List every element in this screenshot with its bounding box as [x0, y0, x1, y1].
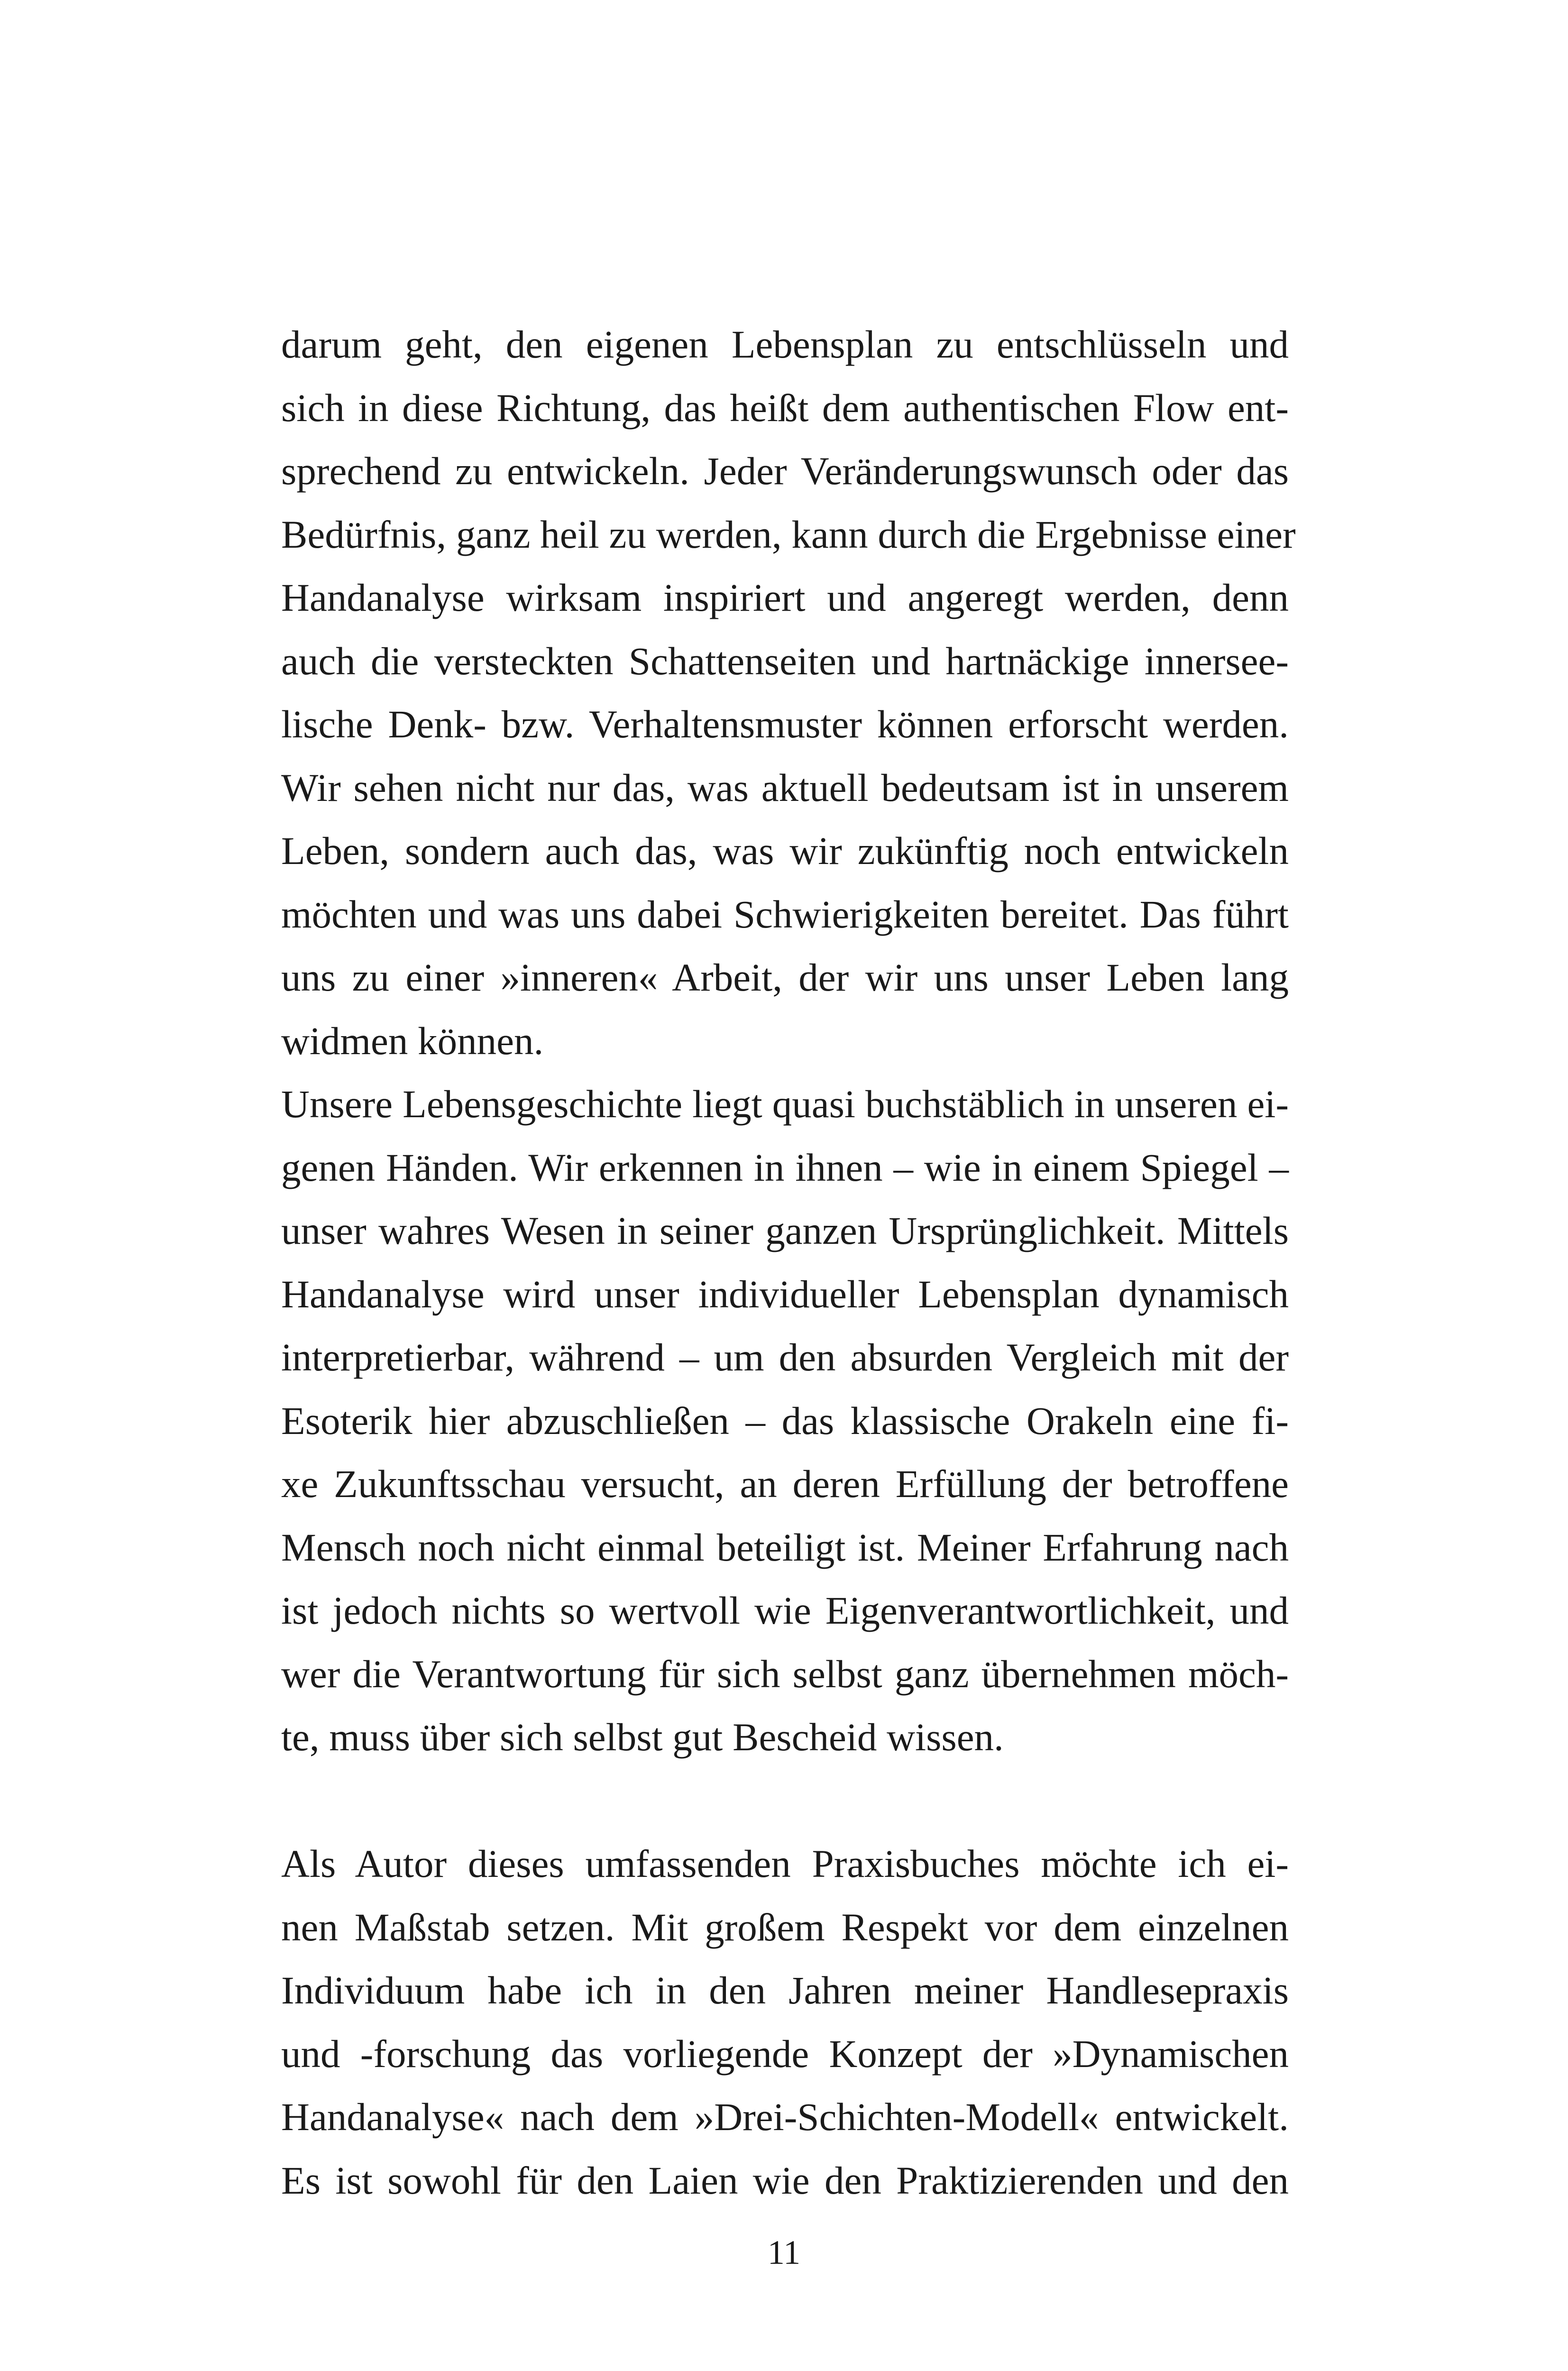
text-line: te, muss über sich selbst gut Bescheid wissen. [281, 1715, 1004, 1759]
text-line: möchten und was uns dabei Schwierigkeiten bereitet. Das führt [281, 892, 1289, 936]
paragraph-2 [281, 1073, 1289, 1769]
text-line: uns zu einer »inneren« Arbeit, der wir uns unser Leben lang [281, 956, 1289, 999]
text-line: Esoterik hier abzuschließen – das klassische Orakeln eine fi- [281, 1398, 1289, 1443]
text-line: darum geht, den eigenen Lebensplan zu entschlüsseln und [281, 322, 1289, 366]
text-line: Es ist sowohl für den Laien wie den Praktizierenden und den [281, 2158, 1289, 2202]
text-line: Bedürfnis, ganz heil zu werden, kann durch die Ergebnisse einer [281, 512, 1296, 556]
paragraph-3 [281, 1832, 1289, 2212]
text-line: Individuum habe ich in den Jahren meiner Handlesepraxis [281, 1968, 1289, 2012]
text-line: auch die versteckten Schattenseiten und hartnäckige innersee- [281, 639, 1289, 683]
paragraph-1 [281, 313, 1296, 1073]
text-line: genen Händen. Wir erkennen in ihnen – wie in einem Spiegel – [281, 1145, 1289, 1189]
paragraph-spacer [281, 1769, 1289, 1833]
text-line: Als Autor dieses umfassenden Praxisbuches möchte ich ei- [281, 1842, 1289, 1885]
text-line: ist jedoch nichts so wertvoll wie Eigenverantwortlichkeit, und [281, 1589, 1289, 1632]
text-line: Mensch noch nicht einmal beteiligt ist. Meiner Erfahrung nach [281, 1525, 1289, 1569]
text-line: sprechend zu entwickeln. Jeder Veränderungswunsch oder das [281, 449, 1289, 493]
page-body-text [281, 313, 1296, 2212]
text-line: Handanalyse wirksam inspiriert und angeregt werden, denn [281, 576, 1289, 619]
text-line: wer die Verantwortung für sich selbst ganz übernehmen möch- [281, 1652, 1289, 1696]
text-line: widmen können. [281, 1019, 544, 1063]
text-line: und -forschung das vorliegende Konzept der »Dynamischen [281, 2031, 1289, 2076]
text-line: xe Zukunftsschau versucht, an deren Erfüllung der betroffene [281, 1462, 1289, 1506]
page-number: 11 [767, 2233, 801, 2271]
text-line: Wir sehen nicht nur das, was aktuell bedeutsam ist in unserem [281, 765, 1289, 809]
text-line: unser wahres Wesen in seiner ganzen Ursprünglichkeit. Mittels [281, 1209, 1289, 1252]
text-line: nen Maßstab setzen. Mit großem Respekt vor dem einzelnen [281, 1905, 1289, 1949]
text-line: Handanalyse« nach dem »Drei-Schichten-Modell« entwickelt. [281, 2095, 1289, 2139]
text-line: Leben, sondern auch das, was wir zukünftig noch entwickeln [281, 829, 1289, 873]
text-line: lische Denk- bzw. Verhaltensmuster können erforscht werden. [281, 702, 1289, 746]
text-line: Handanalyse wird unser individueller Lebensplan dynamisch [281, 1272, 1289, 1316]
text-line: sich in diese Richtung, das heißt dem authentischen Flow ent- [281, 386, 1289, 430]
text-line: interpretierbar, während – um den absurden Vergleich mit der [281, 1335, 1289, 1379]
text-line: Unsere Lebensgeschichte liegt quasi buchstäblich in unseren ei- [281, 1082, 1289, 1126]
